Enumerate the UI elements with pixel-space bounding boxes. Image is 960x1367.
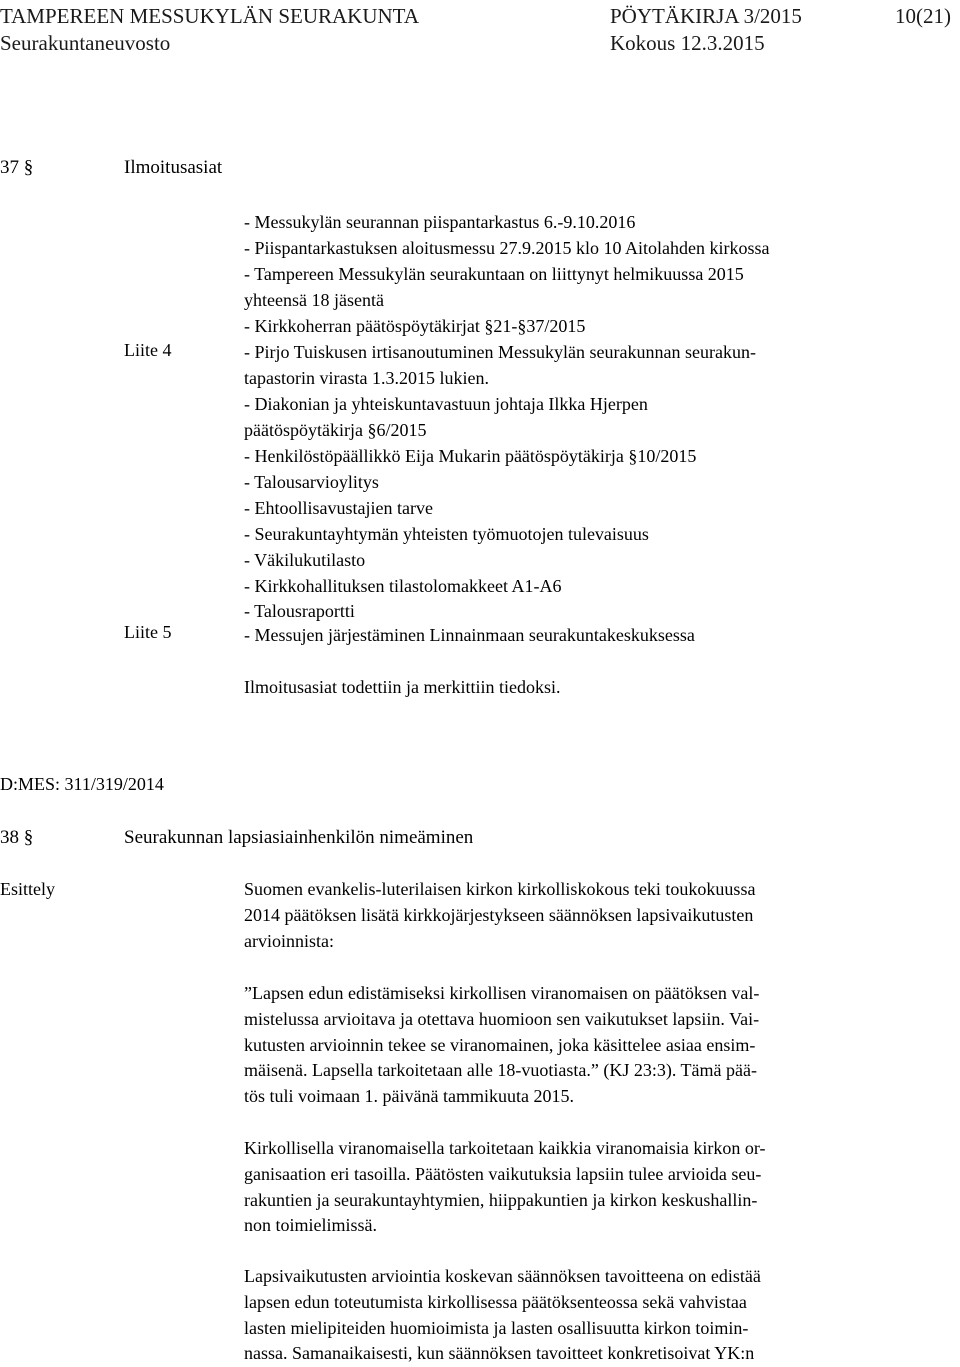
section-38-title: Seurakunnan lapsiasiainhenkilön nimeäminen [124, 827, 474, 848]
paragraph-line: mäisenä. Lapsella tarkoitetaan alle 18-vuotiasta.” (KJ 23:3). Tämä pää- [244, 1060, 757, 1081]
list-item: - Väkilukutilasto [244, 550, 366, 570]
diary-number: D:MES: 311/319/2014 [0, 774, 164, 794]
presentation-label: Esittely [0, 879, 55, 899]
paragraph-line: arvioinnista: [244, 930, 334, 951]
list-item: päätöspöytäkirja §6/2015 [244, 420, 427, 440]
list-item: - Diakonian ja yhteiskuntavastuun johtaja Ilkka Hjerpen [244, 394, 648, 414]
paragraph-1 [244, 877, 894, 954]
section-37-number: 37 § [0, 157, 34, 178]
paragraph-line: Kirkollisella viranomaisella tarkoitetaan kaikkia viranomaisia kirkon or- [244, 1138, 766, 1158]
section-37-title: Ilmoitusasiat [124, 157, 223, 178]
attachment-label-4: Liite 4 [124, 340, 172, 360]
header-document: PÖYTÄKIRJA 3/2015 [610, 4, 802, 28]
header-meeting: Kokous 12.3.2015 [610, 31, 765, 55]
list-item: - Seurakuntayhtymän yhteisten työmuotojen tulevaisuus [244, 524, 649, 544]
list-item: - Henkilöstöpäällikkö Eija Mukarin päätöspöytäkirja §10/2015 [244, 446, 697, 466]
list-item: - Kirkkohallituksen tilastolomakkeet A1-A6 [244, 576, 562, 596]
list-item: - Messujen järjestäminen Linnainmaan seurakuntakeskuksessa [244, 625, 695, 645]
paragraph-line: lasten mielipiteiden huomioimista ja lasten osallisuutta kirkon toimin- [244, 1317, 749, 1338]
paragraph-line: rakuntien ja seurakuntayhtymien, hiippakuntien ja kirkon keskushallin- [244, 1189, 758, 1210]
paragraph-line: ganisaation eri tasoilla. Päätösten vaikutuksia lapsiin tulee arvioida seu- [244, 1163, 762, 1184]
list-item: - Messukylän seurannan piispantarkastus 6.-9.10.2016 [244, 212, 636, 232]
list-item: - Tampereen Messukylän seurakuntaan on liittynyt helmikuussa 2015 [244, 264, 744, 284]
section-38-number: 38 § [0, 827, 34, 848]
paragraph-quote [244, 981, 894, 1110]
header-page-number: 10(21) [895, 4, 951, 28]
list-item: - Talousraportti [244, 601, 355, 621]
paragraph-line: Suomen evankelis-luterilaisen kirkon kirkolliskokous teki toukokuussa [244, 879, 756, 899]
paragraph-line: kutusten arvioinnin tekee se viranomainen, joka käsittelee asiaa ensim- [244, 1034, 756, 1055]
list-item: - Talousarvioylitys [244, 472, 379, 492]
paragraph-line: tös tuli voimaan 1. päivänä tammikuuta 2015. [244, 1086, 574, 1107]
attachment-label-5: Liite 5 [124, 622, 172, 642]
paragraph-line: mistelussa arvioitava ja otettava huomioon sen vaikutukset lapsiin. Vai- [244, 1008, 760, 1029]
paragraph-line: Lapsivaikutusten arviointia koskevan säännöksen tavoitteena on edistää [244, 1266, 761, 1286]
paragraph-line: nassa. Samanaikaisesti, kun säännöksen tavoitteet konkretisoivat YK:n [244, 1343, 755, 1364]
paragraph-line: lapsen edun toteutumista kirkollisessa päätöksenteossa sekä vahvistaa [244, 1291, 747, 1312]
header-organization: TAMPEREEN MESSUKYLÄN SEURAKUNTA [0, 4, 419, 28]
paragraph-3 [244, 1136, 894, 1239]
list-item: yhteensä 18 jäsentä [244, 290, 384, 310]
list-item: - Kirkkoherran päätöspöytäkirjat §21-§37/2015 [244, 316, 586, 336]
section-37-decision: Ilmoitusasiat todettiin ja merkittiin tiedoksi. [244, 677, 561, 697]
list-item: - Piispantarkastuksen aloitusmessu 27.9.2015 klo 10 Aitolahden kirkossa [244, 238, 770, 258]
list-item: - Ehtoollisavustajien tarve [244, 498, 433, 518]
list-item: - Pirjo Tuiskusen irtisanoutuminen Messukylän seurakunnan seurakun- [244, 342, 756, 362]
paragraph-line: 2014 päätöksen lisätä kirkkojärjestykseen säännöksen lapsivaikutusten [244, 904, 754, 925]
header-body: Seurakuntaneuvosto [0, 31, 171, 55]
paragraph-4 [244, 1264, 894, 1367]
paragraph-line: ”Lapsen edun edistämiseksi kirkollisen viranomaisen on päätöksen val- [244, 983, 760, 1003]
paragraph-line: non toimielimissä. [244, 1215, 377, 1236]
list-item: tapastorin virasta 1.3.2015 lukien. [244, 368, 489, 388]
